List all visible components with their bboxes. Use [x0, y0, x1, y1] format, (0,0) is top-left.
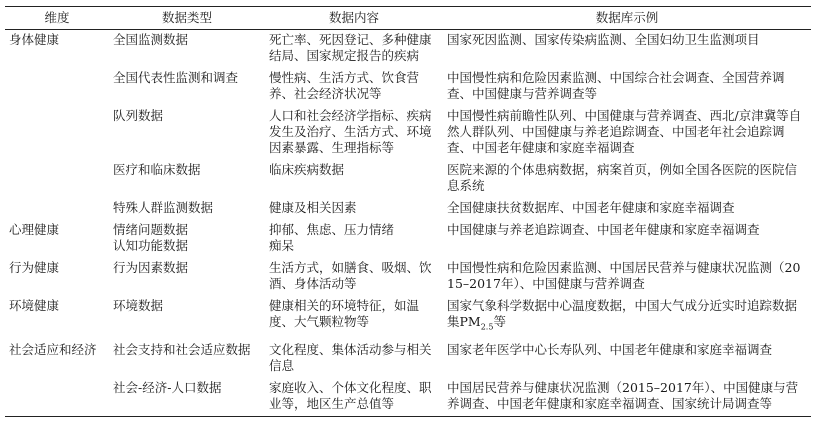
cell-data-type: 特殊人群监测数据 — [113, 200, 214, 215]
cell-data-content: 慢性病、生活方式、饮食营养、社会经济状况等 — [269, 70, 420, 101]
cell-dimension — [5, 106, 109, 160]
pm-subscript: 2.5 — [480, 322, 494, 332]
cell-dimension: 心理健康 — [9, 222, 60, 237]
cell-dimension — [5, 378, 109, 417]
header-dimension: 维度 — [5, 7, 109, 30]
cell-data-type: 行为因素数据 — [113, 260, 189, 275]
cell-data-content: 人口和社会经济学指标、疾病发生及治疗、生活方式、环境因素暴露、生理指标等 — [269, 108, 432, 155]
cell-database-example: 中国健康与养老追踪调查、中国老年健康和家庭幸福调查 — [447, 222, 760, 237]
cell-data-type: 环境数据 — [113, 298, 164, 313]
cell-dimension — [5, 68, 109, 106]
cell-database-example: 医院来源的个体患病数据，病案首页，例如全国各医院的医院信息系统 — [447, 162, 798, 193]
cell-data-type: 队列数据 — [113, 108, 164, 123]
cell-database-example: 中国居民营养与健康状况监测（2015–2017年）、中国健康与营养调查、中国老年健康和家庭幸福调查、国家统计局调查等 — [443, 378, 811, 417]
cell-database-example: 中国慢性病和危险因素监测、中国综合社会调查、全国营养调查、中国健康与营养调查等 — [447, 70, 785, 101]
cell-dimension — [5, 198, 109, 220]
table-row — [5, 30, 811, 69]
cell-data-type: 全国代表性监测和调查 — [113, 70, 239, 85]
cell-data-content: 临床疾病数据 — [269, 162, 345, 177]
table-row — [5, 296, 811, 340]
cell-database-example: 全国健康扶贫数据库、中国老年健康和家庭幸福调查 — [447, 200, 735, 215]
cell-dimension: 社会适应和经济 — [9, 341, 97, 357]
cell-data-type: 全国监测数据 — [113, 32, 189, 47]
cell-data-type: 社会支持和社会适应数据 — [113, 341, 251, 357]
data-table-container — [5, 6, 811, 417]
example-suffix: 等 — [493, 314, 506, 329]
table-row — [5, 378, 811, 417]
cell-database-example: 国家死因监测、国家传染病监测、全国妇幼卫生监测项目 — [447, 32, 760, 47]
cell-database-example: 中国慢性病和危险因素监测、中国居民营养与健康状况监测（2015–2017年）、中国健康与营养调查 — [447, 260, 801, 291]
cell-data-content: 文化程度、集体活动参与相关信息 — [269, 341, 432, 373]
cell-data-content: 死亡率、死因登记、多种健康结局、国家规定报告的疾病 — [269, 32, 432, 63]
header-row — [5, 7, 811, 30]
health-data-table — [5, 6, 811, 417]
table-row — [5, 68, 811, 106]
table-row — [5, 340, 811, 378]
cell-database-example — [443, 296, 811, 340]
cell-dimension — [5, 160, 109, 198]
cell-data-content: 生活方式，如膳食、吸烟、饮酒、身体活动等 — [269, 260, 432, 291]
cell-dimension: 身体健康 — [9, 32, 60, 47]
table-row — [5, 160, 811, 198]
cell-database-example: 中国慢性病前瞻性队列、中国健康与营养调查、西北/京津冀等自然人群队列、中国健康与养老追踪调查、中国老年社会追踪调查、中国老年健康和家庭幸福调查 — [447, 108, 802, 155]
cell-data-type: 情绪问题数据 认知功能数据 — [113, 222, 189, 253]
header-data-type: 数据类型 — [109, 7, 265, 30]
table-row — [5, 220, 811, 258]
cell-database-example: 国家老年医学中心长寿队列、中国老年健康和家庭幸福调查 — [447, 341, 773, 357]
cell-data-content: 家庭收入、个体文化程度、职业等，地区生产总值等 — [265, 378, 443, 417]
cell-data-content: 抑郁、焦虑、压力情绪 痴呆 — [269, 222, 395, 253]
header-database-example: 数据库示例 — [443, 7, 811, 30]
cell-data-content: 健康相关的环境特征，如温度、大气颗粒物等 — [269, 298, 420, 329]
cell-dimension: 环境健康 — [9, 298, 60, 313]
cell-data-type: 医疗和临床数据 — [113, 162, 201, 177]
example-text: 国家气象科学数据中心温度数据，中国大气成分近实时追踪数据集PM — [447, 298, 798, 329]
table-row — [5, 198, 811, 220]
cell-data-content: 健康及相关因素 — [269, 200, 357, 215]
header-data-content: 数据内容 — [265, 7, 443, 30]
table-row — [5, 258, 811, 296]
cell-data-type: 社会-经济-人口数据 — [109, 378, 265, 417]
cell-dimension: 行为健康 — [9, 260, 60, 275]
table-row — [5, 106, 811, 160]
